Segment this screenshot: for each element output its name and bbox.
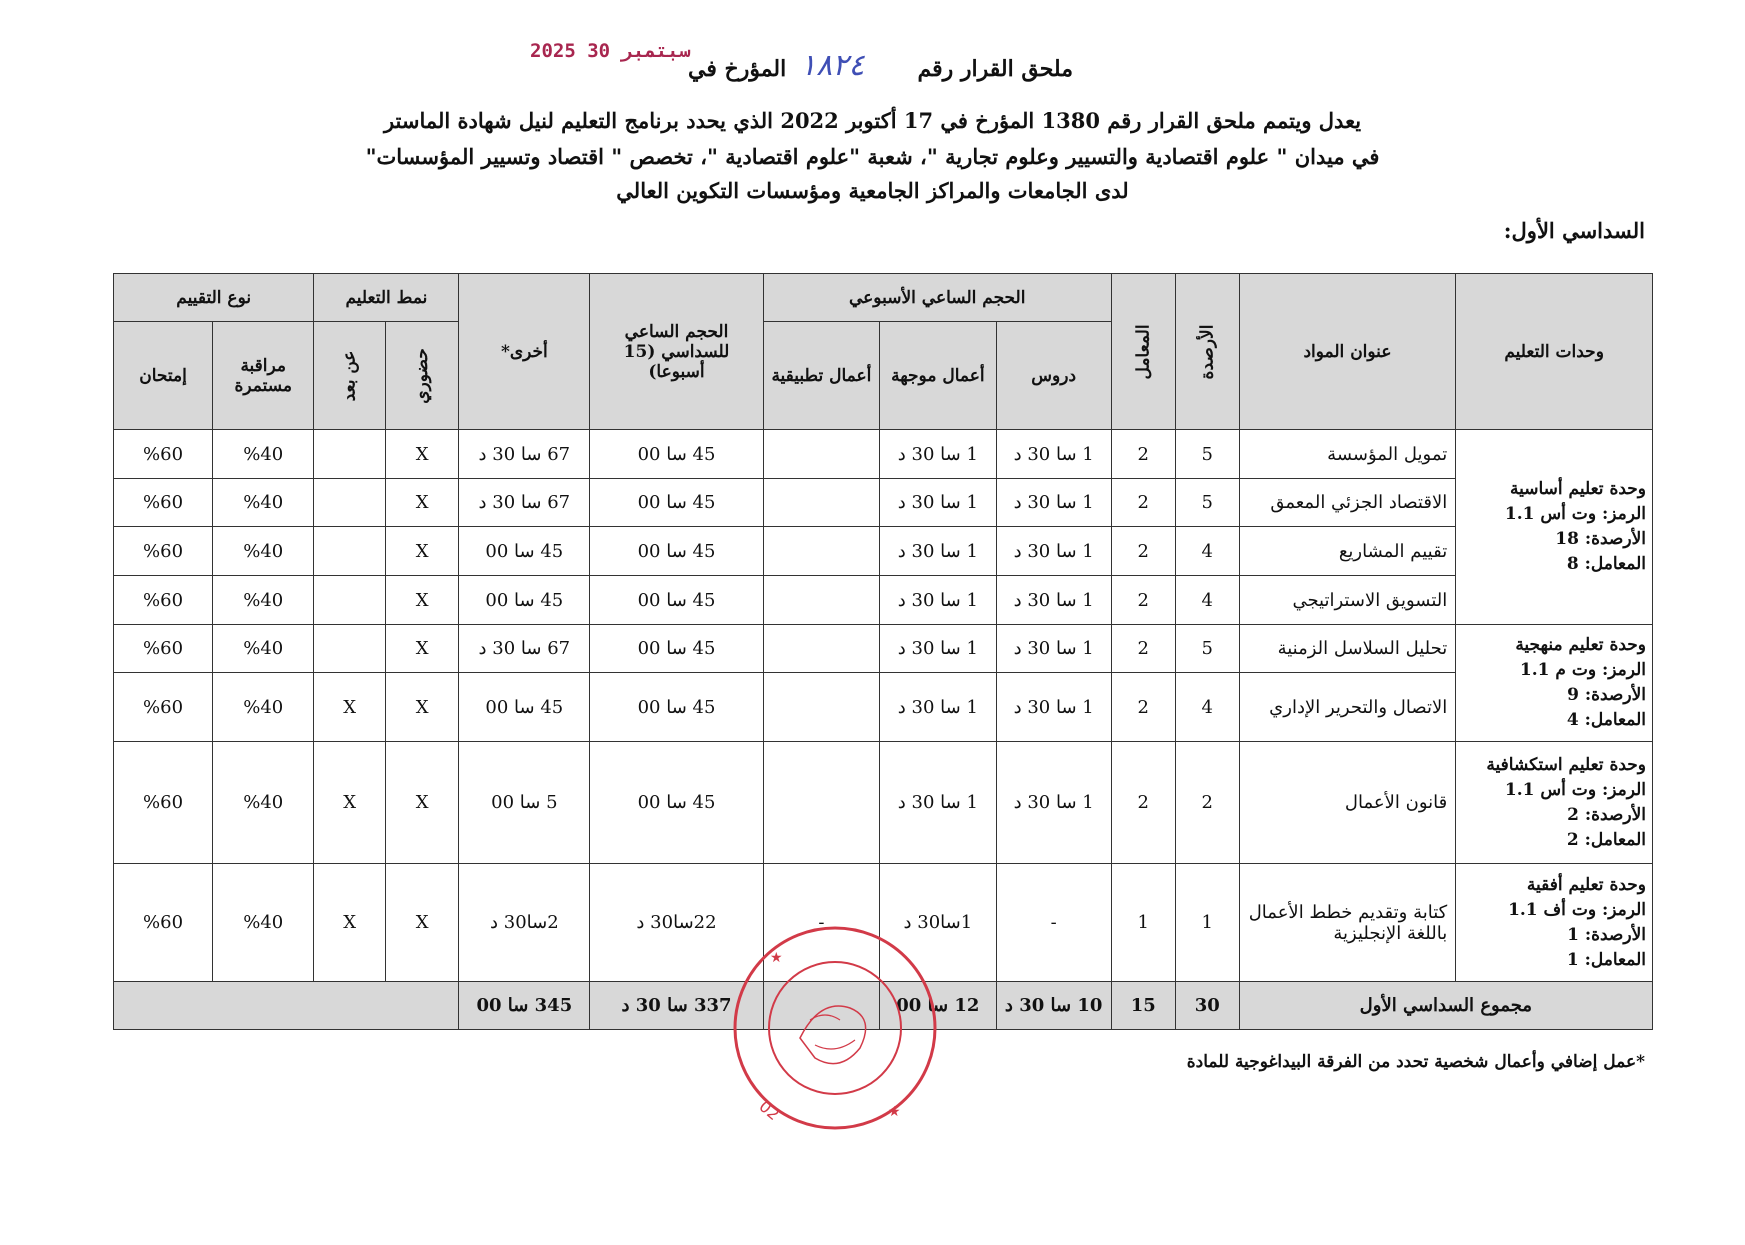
header-continuous: مراقبة مستمرة: [213, 322, 314, 430]
exam-cell: %60: [114, 527, 213, 576]
distance-cell: [314, 479, 385, 527]
header-tutorials: أعمال موجهة: [880, 322, 997, 430]
footnote: *عمل إضافي وأعمال شخصية تحدد من الفرقة البيداغوجية للمادة: [1186, 1052, 1645, 1072]
total-tutorials: 12 سا 00: [880, 982, 997, 1030]
continuous-cell: %40: [213, 742, 314, 864]
other-cell: 67 سا 30 د: [459, 479, 590, 527]
header-practicals: أعمال تطبيقية: [763, 322, 879, 430]
semester-hours-cell: 45 سا 00: [590, 527, 763, 576]
practicals-cell: [763, 742, 879, 864]
subject-cell: تحليل السلاسل الزمنية: [1239, 625, 1456, 673]
subject-cell: الاتصال والتحرير الإداري: [1239, 673, 1456, 742]
seal-emblem: [800, 1006, 866, 1064]
header-distance-label: عن بعد: [339, 350, 360, 401]
table-row: [114, 673, 1653, 742]
lectures-cell: 1 سا 30 د: [996, 625, 1111, 673]
unit-credits: الأرصدة: 2: [1567, 804, 1646, 825]
lectures-cell: 1 سا 30 د: [996, 576, 1111, 625]
exam-cell: %60: [114, 742, 213, 864]
practicals-cell: [763, 479, 879, 527]
header-row-1: [114, 274, 1653, 322]
unit-name: وحدة تعليم أفقية: [1526, 874, 1646, 895]
other-cell: 45 سا 00: [459, 527, 590, 576]
unit-code: الرمز: وت أس 1.1: [1504, 504, 1646, 524]
semester-hours-cell: 45 سا 00: [590, 742, 763, 864]
presential-cell: X: [385, 625, 459, 673]
seal-inner-ring: [769, 962, 901, 1094]
table-row: [114, 527, 1653, 576]
unit-code: الرمز: وت أس 1.1: [1504, 779, 1646, 800]
total-semester-hours: 337 سا 30 د: [590, 982, 763, 1030]
intro-line-1: يعدل ويتمم ملحق القرار رقم 1380 المؤرخ في 17 أكتوبر 2022 الذي يحدد برنامج التعليم لنيل شهادة الماستر: [383, 108, 1362, 133]
table-row: [114, 625, 1653, 673]
header-presential-label: حضوري: [412, 347, 433, 404]
coefficient-cell: 2: [1111, 673, 1175, 742]
unit-coefficient: المعامل: 8: [1566, 554, 1646, 574]
practicals-cell: [763, 430, 879, 479]
tutorials-cell: 1سا30 د: [880, 864, 997, 982]
credits-cell: 1: [1175, 864, 1239, 982]
header-credits: [1175, 274, 1239, 430]
total-other: 345 سا 00: [459, 982, 590, 1030]
distance-cell: X: [314, 742, 385, 864]
continuous-cell: %40: [213, 673, 314, 742]
continuous-cell: %40: [213, 430, 314, 479]
subject-cell: تقييم المشاريع: [1239, 527, 1456, 576]
table-row: [114, 479, 1653, 527]
distance-cell: [314, 527, 385, 576]
lectures-cell: 1 سا 30 د: [996, 673, 1111, 742]
unit-code: الرمز: وت م 1.1: [1519, 660, 1646, 680]
semester-title: السداسي الأول:: [1503, 218, 1645, 243]
header-semester-hours: الحجم الساعي للسداسي (15 أسبوعا): [590, 274, 763, 430]
exam-cell: %60: [114, 430, 213, 479]
subject-cell: كتابة وتقديم خطط الأعمال باللغة الإنجليزية: [1239, 864, 1456, 982]
practicals-cell: [763, 673, 879, 742]
distance-cell: [314, 430, 385, 479]
official-seal-stamp: [730, 920, 940, 1135]
table-row: [114, 576, 1653, 625]
presential-cell: X: [385, 576, 459, 625]
credits-cell: 4: [1175, 527, 1239, 576]
practicals-cell: [763, 527, 879, 576]
semester-hours-cell: 45 سا 00: [590, 430, 763, 479]
exam-cell: %60: [114, 479, 213, 527]
tutorials-cell: 1 سا 30 د: [880, 742, 997, 864]
unit-code: الرمز: وت أف 1.1: [1508, 899, 1646, 920]
unit-cell-transversal: [1456, 864, 1653, 982]
seal-outer-ring: [735, 928, 935, 1128]
practicals-cell: [763, 576, 879, 625]
seal-star-right: ★: [888, 1104, 901, 1120]
tutorials-cell: 1 سا 30 د: [880, 479, 997, 527]
subject-cell: الاقتصاد الجزئي المعمق: [1239, 479, 1456, 527]
distance-cell: X: [314, 673, 385, 742]
header-distance: [314, 322, 385, 430]
presential-cell: X: [385, 479, 459, 527]
table-row: [114, 742, 1653, 864]
decision-number-handwritten: ١٨٢٤: [800, 48, 865, 83]
header-teaching-mode: نمط التعليم: [314, 274, 459, 322]
other-cell: 2سا30 د: [459, 864, 590, 982]
other-cell: 67 سا 30 د: [459, 625, 590, 673]
unit-coefficient: المعامل: 2: [1566, 829, 1646, 850]
semester-hours-cell: 45 سا 00: [590, 625, 763, 673]
tutorials-cell: 1 سا 30 د: [880, 576, 997, 625]
continuous-cell: %40: [213, 576, 314, 625]
credits-cell: 5: [1175, 479, 1239, 527]
credits-cell: 5: [1175, 430, 1239, 479]
unit-name: وحدة تعليم استكشافية: [1486, 754, 1646, 775]
header-subject: عنوان المواد: [1239, 274, 1456, 430]
unit-cell-discovery: [1456, 742, 1653, 864]
lectures-cell: 1 سا 30 د: [996, 742, 1111, 864]
presential-cell: X: [385, 430, 459, 479]
other-cell: 5 سا 00: [459, 742, 590, 864]
unit-name: وحدة تعليم أساسية: [1509, 479, 1646, 499]
seal-star-left: ★: [770, 950, 783, 966]
credits-cell: 5: [1175, 625, 1239, 673]
header-lectures: دروس: [996, 322, 1111, 430]
exam-cell: %60: [114, 576, 213, 625]
lectures-cell: 1 سا 30 د: [996, 479, 1111, 527]
coefficient-cell: 2: [1111, 742, 1175, 864]
subject-cell: تمويل المؤسسة: [1239, 430, 1456, 479]
credits-cell: 2: [1175, 742, 1239, 864]
lectures-cell: -: [996, 864, 1111, 982]
total-label: مجموع السداسي الأول: [1239, 982, 1652, 1030]
unit-coefficient: المعامل: 4: [1566, 710, 1646, 730]
tutorials-cell: 1 سا 30 د: [880, 673, 997, 742]
presential-cell: X: [385, 527, 459, 576]
total-credits: 30: [1175, 982, 1239, 1030]
coefficient-cell: 2: [1111, 625, 1175, 673]
presential-cell: X: [385, 742, 459, 864]
seal-emblem-detail: [810, 1015, 855, 1049]
coefficient-cell: 1: [1111, 864, 1175, 982]
other-cell: 67 سا 30 د: [459, 430, 590, 479]
semester-hours-cell: 45 سا 00: [590, 673, 763, 742]
total-lectures: 10 سا 30 د: [996, 982, 1111, 1030]
continuous-cell: %40: [213, 625, 314, 673]
coefficient-cell: 2: [1111, 430, 1175, 479]
program-table: [113, 273, 1653, 1030]
continuous-cell: %40: [213, 527, 314, 576]
coefficient-cell: 2: [1111, 576, 1175, 625]
coefficient-cell: 2: [1111, 479, 1175, 527]
header-other: أخرى*: [459, 274, 590, 430]
table-row: [114, 430, 1653, 479]
unit-credits: الأرصدة: 18: [1555, 529, 1646, 549]
unit-credits: الأرصدة: 9: [1567, 685, 1646, 705]
semester-hours-cell: 22سا30 د: [590, 864, 763, 982]
annex-title: ملحق القرار رقم: [917, 56, 1073, 82]
presential-cell: X: [385, 673, 459, 742]
distance-cell: [314, 576, 385, 625]
seal-number: 02: [755, 1096, 784, 1125]
semester-hours-cell: 45 سا 00: [590, 576, 763, 625]
total-coefficient: 15: [1111, 982, 1175, 1030]
exam-cell: %60: [114, 625, 213, 673]
other-cell: 45 سا 00: [459, 673, 590, 742]
unit-name: وحدة تعليم منهجية: [1515, 635, 1646, 655]
exam-cell: %60: [114, 673, 213, 742]
header-coefficient-label: المعامل: [1133, 323, 1154, 380]
subject-cell: التسويق الاستراتيجي: [1239, 576, 1456, 625]
semester-hours-cell: 45 سا 00: [590, 479, 763, 527]
lectures-cell: 1 سا 30 د: [996, 430, 1111, 479]
unit-coefficient: المعامل: 1: [1566, 949, 1646, 970]
other-cell: 45 سا 00: [459, 576, 590, 625]
distance-cell: X: [314, 864, 385, 982]
continuous-cell: %40: [213, 479, 314, 527]
header-coefficient: [1111, 274, 1175, 430]
tutorials-cell: 1 سا 30 د: [880, 625, 997, 673]
presential-cell: X: [385, 864, 459, 982]
credits-cell: 4: [1175, 576, 1239, 625]
header-weekly-hours: الحجم الساعي الأسبوعي: [763, 274, 1111, 322]
exam-cell: %60: [114, 864, 213, 982]
distance-cell: [314, 625, 385, 673]
lectures-cell: 1 سا 30 د: [996, 527, 1111, 576]
header-units: وحدات التعليم: [1456, 274, 1653, 430]
dated-label: المؤرخ في: [688, 56, 787, 82]
practicals-cell: [763, 625, 879, 673]
date-stamp: 2025 سبتمبر 30: [530, 40, 691, 62]
practicals-cell: -: [763, 864, 879, 982]
total-blank: [114, 982, 459, 1030]
header-evaluation: نوع التقييم: [114, 274, 314, 322]
credits-cell: 4: [1175, 673, 1239, 742]
continuous-cell: %40: [213, 864, 314, 982]
header-presential: [385, 322, 459, 430]
intro-line-2: في ميدان " علوم اقتصادية والتسيير وعلوم تجارية "، شعبة "علوم اقتصادية "، تخصص " اقتصاد وتسيير المؤسسات": [365, 144, 1380, 169]
unit-credits: الأرصدة: 1: [1567, 924, 1646, 945]
intro-line-3: لدى الجامعات والمراكز الجامعية ومؤسسات التكوين العالي: [616, 178, 1129, 203]
unit-cell-fundamental: [1456, 430, 1653, 625]
subject-cell: قانون الأعمال: [1239, 742, 1456, 864]
header-exam: إمتحان: [114, 322, 213, 430]
coefficient-cell: 2: [1111, 527, 1175, 576]
header-credits-label: الأرصدة: [1197, 324, 1218, 379]
unit-cell-methodological: [1456, 625, 1653, 742]
tutorials-cell: 1 سا 30 د: [880, 430, 997, 479]
tutorials-cell: 1 سا 30 د: [880, 527, 997, 576]
